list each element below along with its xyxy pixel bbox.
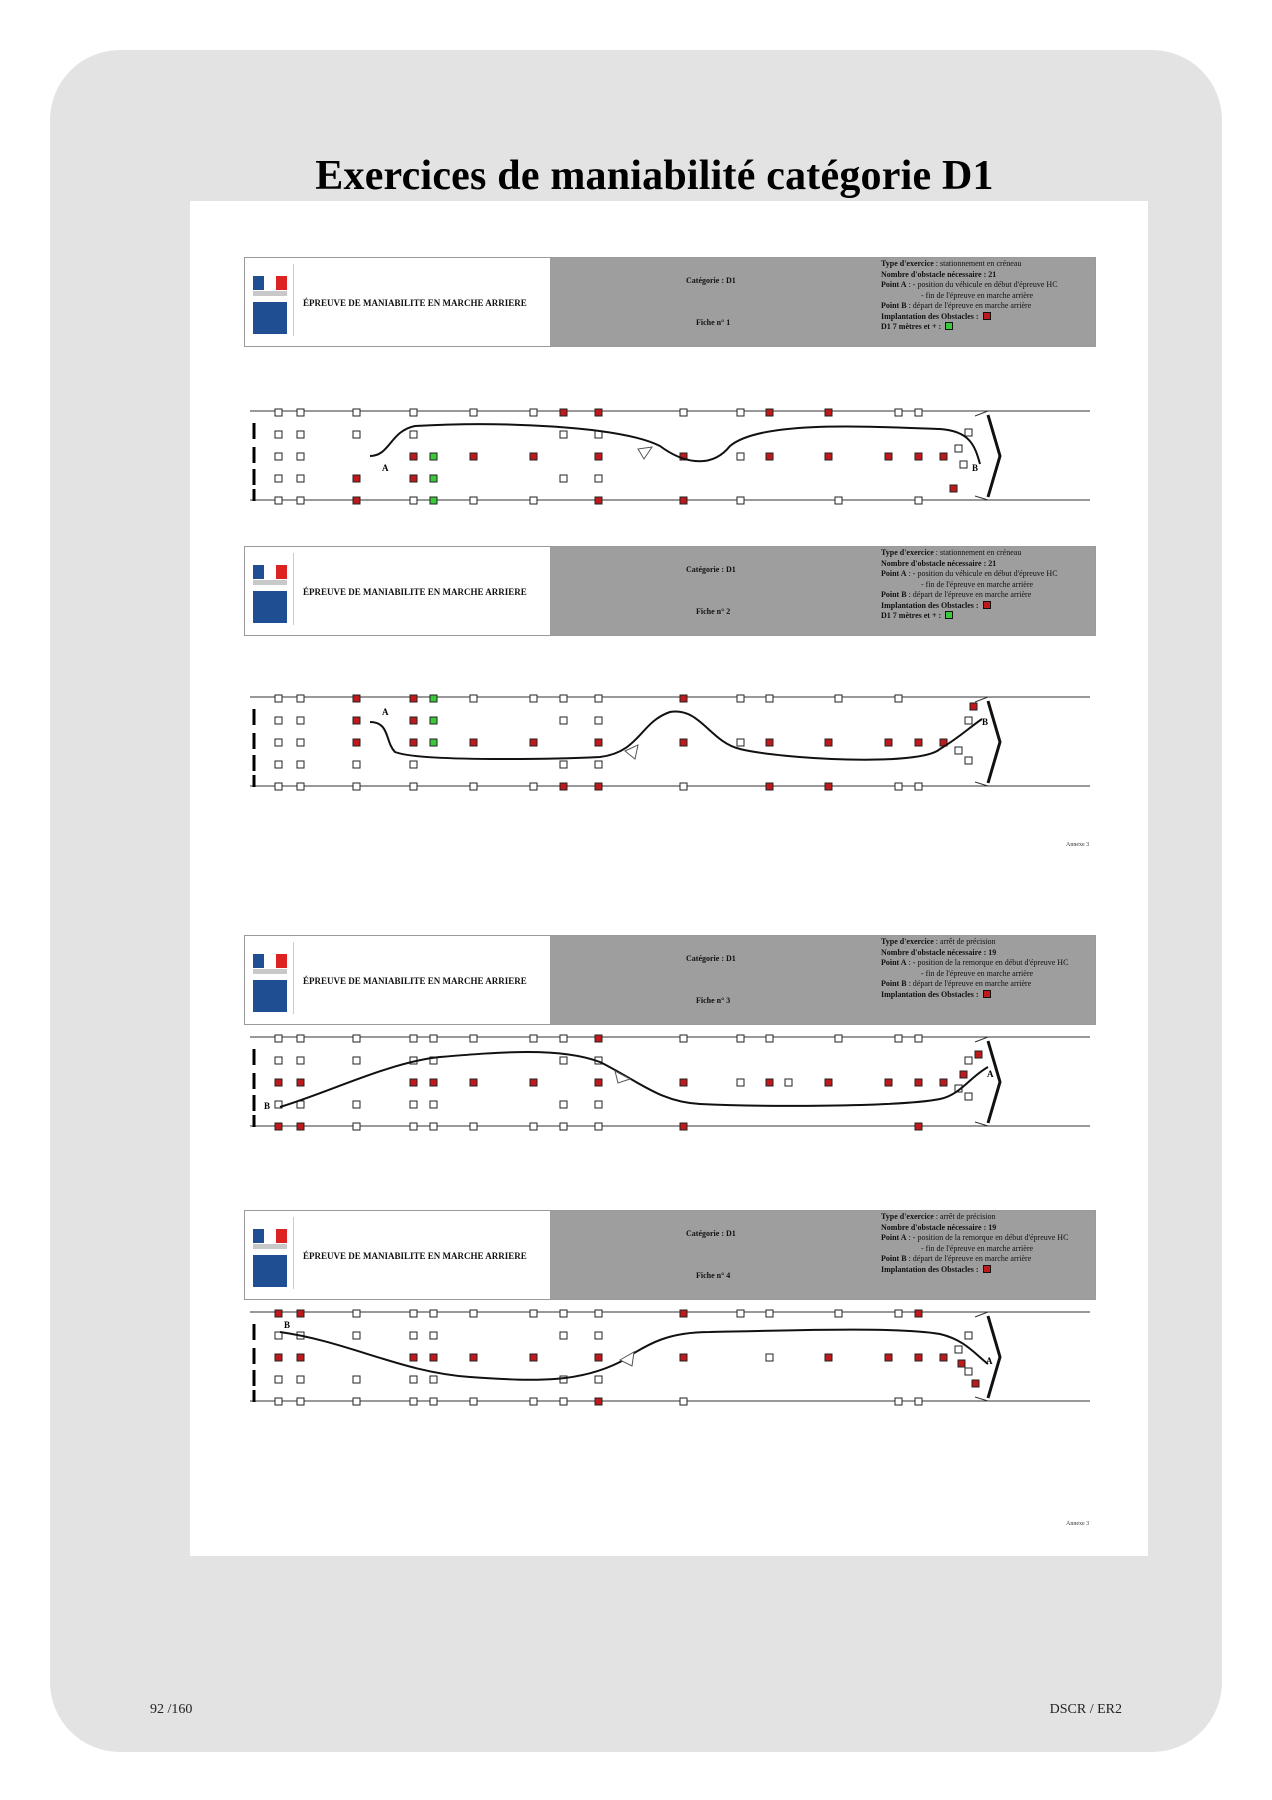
fiche-label: Fiche n° 1 bbox=[696, 318, 731, 327]
marker-A: A bbox=[986, 1356, 993, 1366]
gate-end bbox=[988, 701, 1000, 783]
categorie-label: Catégorie : D1 bbox=[686, 276, 736, 285]
marker-B: B bbox=[982, 717, 989, 727]
marker-A: A bbox=[382, 707, 389, 717]
gate-end bbox=[988, 1041, 1000, 1123]
marker-B: B bbox=[284, 1320, 291, 1330]
lane-lines bbox=[250, 1037, 1090, 1126]
epreuve-title: ÉPREUVE DE MANIABILITE EN MARCHE ARRIERE bbox=[303, 1251, 527, 1261]
categorie-label: Catégorie : D1 bbox=[686, 1229, 736, 1238]
exercise-info: Type d'exercice : stationnement en créneau Nombre d'obstacle nécessaire : 21 Point A : - position du véhicule en début d'épreuve HC - fin de l'épreuve en marche arrière Point B : départ de l'épreuve en marche arrière Implantation des Obstacles : D1 7 mètres et + : bbox=[881, 259, 1058, 331]
maneuver-diagram-1 bbox=[240, 401, 1100, 511]
ministere-logo bbox=[247, 553, 294, 625]
fiche-label: Fiche n° 3 bbox=[696, 996, 731, 1005]
epreuve-title: ÉPREUVE DE MANIABILITE EN MARCHE ARRIERE bbox=[303, 587, 527, 597]
ministere-logo bbox=[247, 942, 294, 1014]
document-sheet bbox=[190, 201, 1148, 1556]
maneuver-diagram-4 bbox=[240, 1302, 1100, 1412]
exercise-header-3 bbox=[244, 935, 1096, 1025]
exercise-info: Type d'exercice : arrêt de précision Nombre d'obstacle nécessaire : 19 Point A : - position de la remorque en début d'épreuve HC - fin de l'épreuve en marche arrière Point B : départ de l'épreuve en marche arrière Implantation des Obstacles : bbox=[881, 937, 1069, 999]
direction-arrow bbox=[638, 447, 652, 459]
gate-end bbox=[988, 415, 1000, 497]
marker-A: A bbox=[987, 1069, 994, 1079]
annexe-label-1: Annexe 3 bbox=[1066, 842, 1090, 848]
vehicle-path bbox=[370, 712, 982, 760]
exercise-info: Type d'exercice : stationnement en créneau Nombre d'obstacle nécessaire : 21 Point A : - position du véhicule en début d'épreuve HC - fin de l'épreuve en marche arrière Point B : départ de l'épreuve en marche arrière Implantation des Obstacles : D1 7 mètres et + : bbox=[881, 548, 1058, 620]
categorie-label: Catégorie : D1 bbox=[686, 954, 736, 963]
obstacle-cones bbox=[275, 1035, 982, 1130]
vehicle-path bbox=[280, 1052, 988, 1107]
categorie-label: Catégorie : D1 bbox=[686, 565, 736, 574]
marker-A: A bbox=[382, 463, 389, 473]
ministere-logo bbox=[247, 1217, 294, 1289]
exercise-header-4 bbox=[244, 1210, 1096, 1300]
red-obstacle-legend bbox=[983, 990, 991, 998]
obstacle-cones bbox=[275, 695, 977, 790]
red-obstacle-legend bbox=[983, 312, 991, 320]
page-title: Exercices de maniabilité catégorie D1 bbox=[315, 153, 994, 199]
lane-lines bbox=[250, 697, 1090, 786]
green-obstacle-legend bbox=[945, 322, 953, 330]
maneuver-diagram-3 bbox=[240, 1027, 1100, 1137]
green-obstacle-legend bbox=[945, 611, 953, 619]
header-grey-panel bbox=[550, 547, 1095, 635]
marker-B: B bbox=[972, 463, 979, 473]
fiche-label: Fiche n° 4 bbox=[696, 1271, 731, 1280]
header-grey-panel bbox=[550, 936, 1095, 1024]
obstacle-cones bbox=[275, 409, 972, 504]
red-obstacle-legend bbox=[983, 601, 991, 609]
direction-arrow bbox=[620, 1352, 634, 1366]
red-obstacle-legend bbox=[983, 1265, 991, 1273]
exercise-header-1 bbox=[244, 257, 1096, 347]
annexe-label-2: Annexe 3 bbox=[1066, 1521, 1090, 1527]
epreuve-title: ÉPREUVE DE MANIABILITE EN MARCHE ARRIERE bbox=[303, 298, 527, 308]
document-reference: DSCR / ER2 bbox=[1049, 1702, 1122, 1717]
exercise-info: Type d'exercice : arrêt de précision Nombre d'obstacle nécessaire : 19 Point A : - position de la remorque en début d'épreuve HC - fin de l'épreuve en marche arrière Point B : départ de l'épreuve en marche arrière Implantation des Obstacles : bbox=[881, 1212, 1069, 1274]
maneuver-diagram-2 bbox=[240, 687, 1100, 797]
epreuve-title: ÉPREUVE DE MANIABILITE EN MARCHE ARRIERE bbox=[303, 976, 527, 986]
exercise-header-2 bbox=[244, 546, 1096, 636]
page-number: 92 /160 bbox=[150, 1702, 193, 1717]
header-grey-panel bbox=[550, 1211, 1095, 1299]
header-grey-panel bbox=[550, 258, 1095, 346]
fiche-label: Fiche n° 2 bbox=[696, 607, 731, 616]
marker-B: B bbox=[264, 1101, 271, 1111]
ministere-logo bbox=[247, 264, 294, 336]
